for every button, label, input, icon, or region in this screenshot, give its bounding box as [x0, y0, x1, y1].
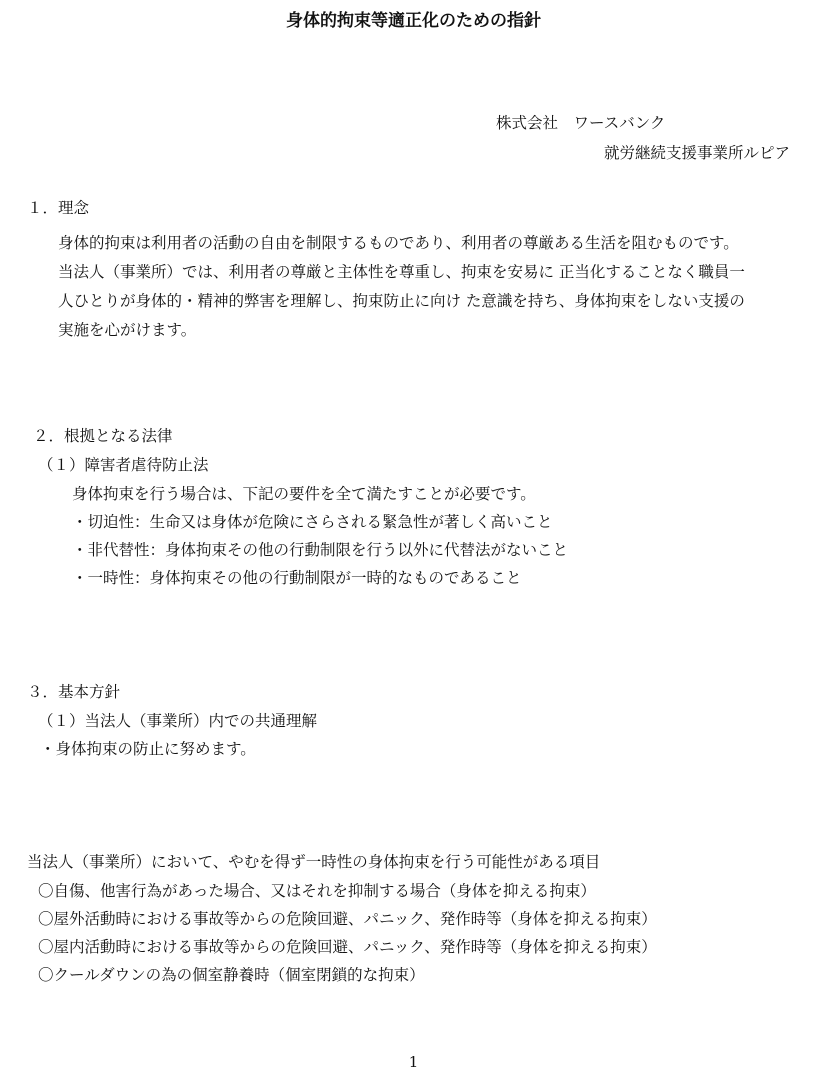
section3-heading: ３．基本方針 [27, 683, 121, 701]
document-title: 身体的拘束等適正化のための指針 [286, 11, 541, 31]
section4-item: 〇クールダウンの為の個室静養時（個室閉鎖的な拘束） [38, 966, 425, 984]
section2-intro: 身体拘束を行う場合は、下記の要件を全て満たすことが必要です。 [72, 485, 536, 503]
section1-line: 実施を心がけます。 [58, 321, 197, 339]
section1-line: 当法人（事業所）では、利用者の尊厳と主体性を尊重し、拘束を安易に 正当化することなく職員一 [58, 263, 745, 281]
company-name: 株式会社 ワースバンク [496, 114, 666, 132]
section4-heading: 当法人（事業所）において、やむを得ず一時性の身体拘束を行う可能性がある項目 [27, 853, 601, 871]
section1-heading: １．理念 [27, 199, 90, 217]
section2-heading: ２．根拠となる法律 [33, 427, 173, 445]
section1-paragraph [58, 229, 793, 345]
section2-subheading: （１）障害者虐待防止法 [38, 456, 209, 474]
page-number: 1 [408, 1053, 419, 1071]
section4-item: 〇屋内活動時における事故等からの危険回避、パニック、発作時等（身体を抑える拘束） [38, 938, 657, 956]
section2-item: ・切迫性：生命又は身体が危険にさらされる緊急性が著しく高いこと [72, 513, 553, 531]
section1-line: 身体的拘束は利用者の活動の自由を制限するものであり、利用者の尊厳ある生活を阻むものです。 [58, 234, 739, 252]
section2-item: ・一時性：身体拘束その他の行動制限が一時的なものであること [72, 569, 522, 587]
section3-item: ・身体拘束の防止に努めます。 [40, 740, 256, 758]
section2-item: ・非代替性：身体拘束その他の行動制限を行う以外に代替法がないこと [72, 541, 569, 559]
section1-line: 人ひとりが身体的・精神的弊害を理解し、拘束防止に向け た意識を持ち、身体拘束をしない支援の [58, 292, 745, 310]
office-name: 就労継続支援事業所ルピア [603, 144, 790, 162]
section4-item: 〇屋外活動時における事故等からの危険回避、パニック、発作時等（身体を抑える拘束） [38, 910, 657, 928]
section4-item: 〇自傷、他害行為があった場合、又はそれを抑制する場合（身体を抑える拘束） [38, 882, 596, 900]
section3-subheading: （１）当法人（事業所）内での共通理解 [38, 712, 318, 730]
